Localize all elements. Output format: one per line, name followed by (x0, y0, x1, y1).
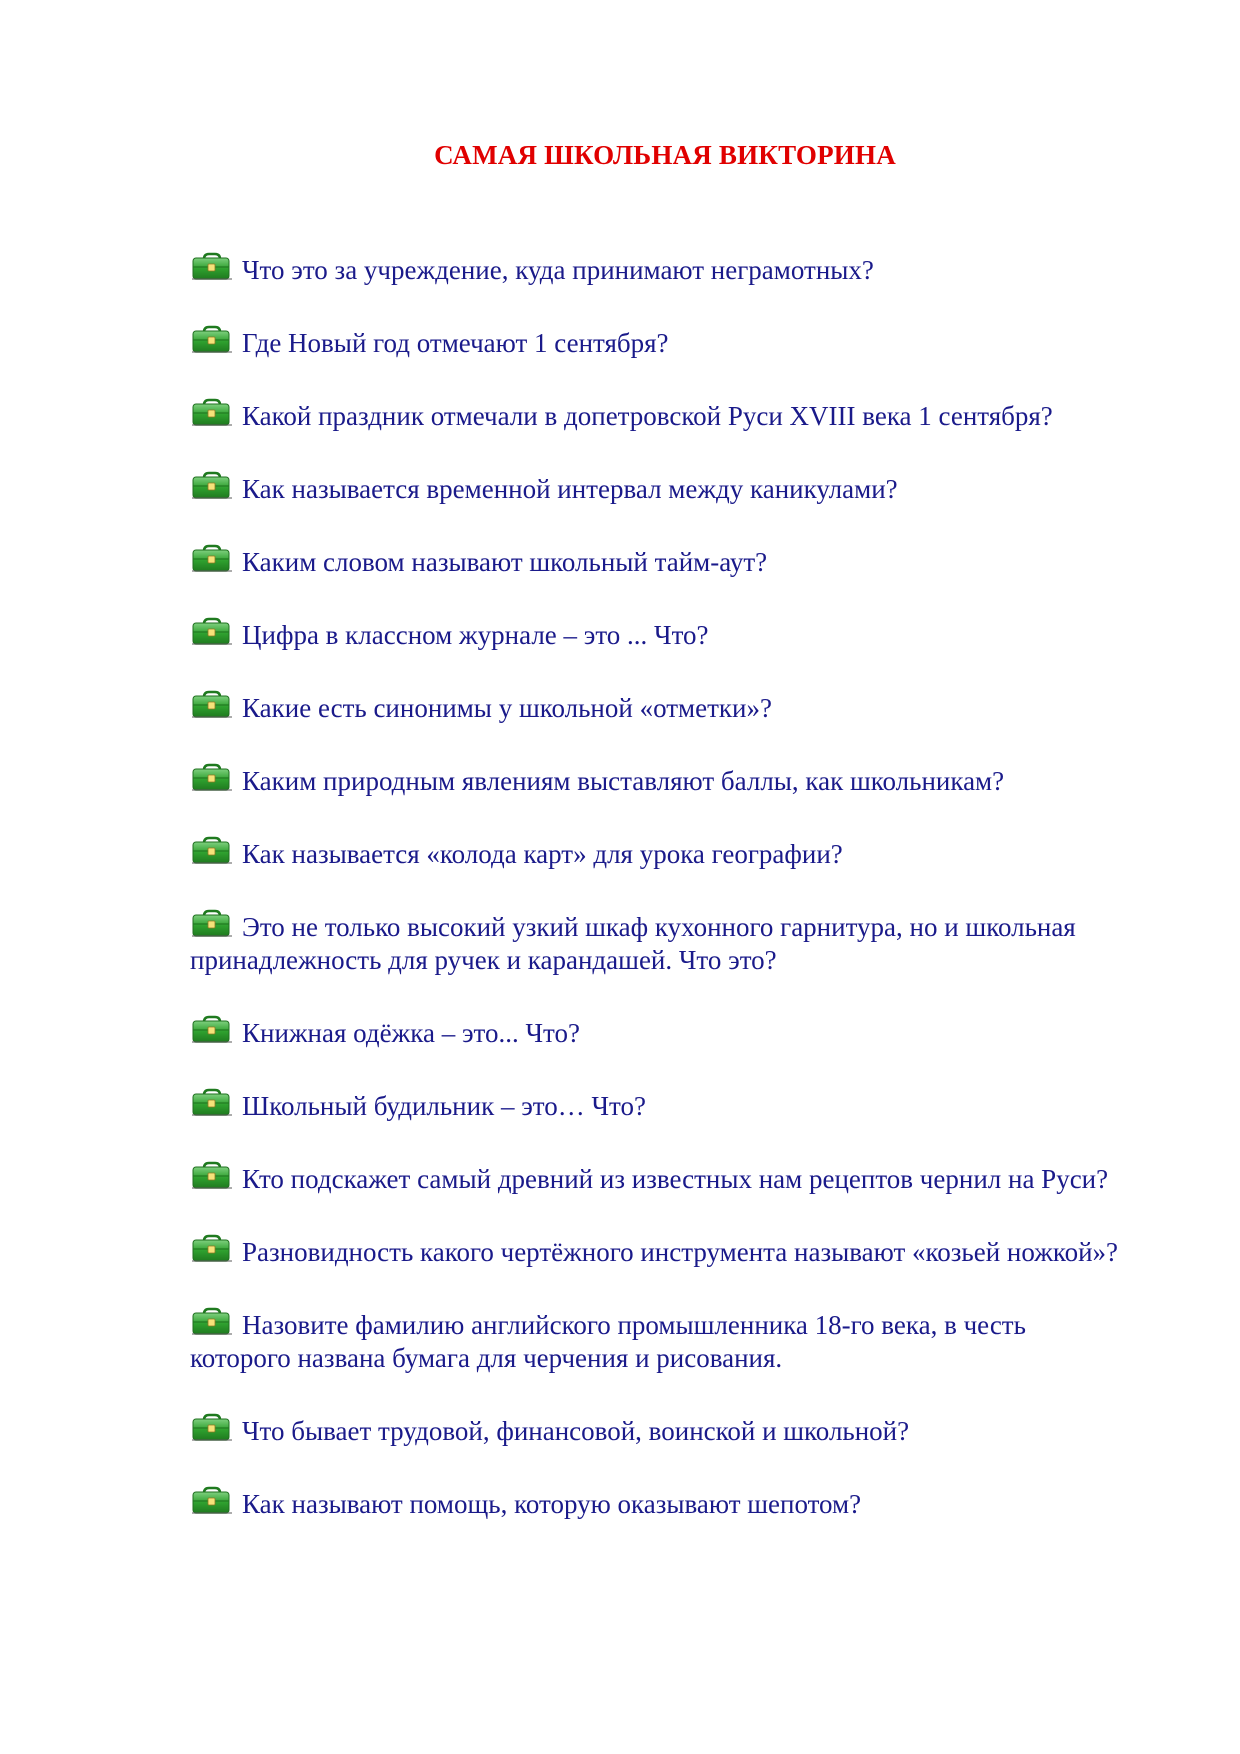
question-text: Это не только высокий узкий шкаф кухонного гарнитура, но и школьная принадлежность для ручек и карандашей. Что это? (190, 912, 1076, 975)
question-item (190, 836, 1130, 871)
school-bag-icon (190, 1088, 234, 1118)
question-text: Цифра в классном журнале – это ... Что? (242, 620, 709, 650)
school-bag-icon (190, 1161, 234, 1191)
question-item (190, 909, 1130, 977)
school-bag-icon (190, 836, 234, 866)
question-text: Каким словом называют школьный тайм-аут? (242, 547, 768, 577)
school-bag-icon (190, 325, 234, 355)
question-text: Какие есть синонимы у школьной «отметки»? (242, 693, 772, 723)
question-item (190, 1486, 1130, 1521)
question-item (190, 252, 1130, 287)
school-bag-icon (190, 1486, 234, 1516)
question-item (190, 544, 1130, 579)
question-text: Где Новый год отмечают 1 сентября? (242, 328, 669, 358)
page-title: САМАЯ ШКОЛЬНАЯ ВИКТОРИНА (434, 140, 896, 170)
school-bag-icon (190, 1413, 234, 1443)
question-text: Кто подскажет самый древний из известных нам рецептов чернил на Руси? (242, 1164, 1109, 1194)
question-item (190, 763, 1130, 798)
question-item (190, 325, 1130, 360)
question-item (190, 1088, 1130, 1123)
question-text: Как называется временной интервал между каникулами? (242, 474, 898, 504)
question-item (190, 617, 1130, 652)
school-bag-icon (190, 690, 234, 720)
school-bag-icon (190, 398, 234, 428)
school-bag-icon (190, 617, 234, 647)
question-text: Как называется «колода карт» для урока географии? (242, 839, 843, 869)
question-text: Что бывает трудовой, финансовой, воинской и школьной? (242, 1416, 910, 1446)
school-bag-icon (190, 471, 234, 501)
question-text: Разновидность какого чертёжного инструмента называют «козьей ножкой»? (242, 1237, 1119, 1267)
school-bag-icon (190, 252, 234, 282)
school-bag-icon (190, 1015, 234, 1045)
question-list (190, 252, 1130, 1559)
school-bag-icon (190, 909, 234, 939)
question-text: Книжная одёжка – это... Что? (242, 1018, 580, 1048)
school-bag-icon (190, 763, 234, 793)
question-item (190, 690, 1130, 725)
question-item (190, 1234, 1130, 1269)
question-text: Что это за учреждение, куда принимают неграмотных? (242, 255, 874, 285)
question-text: Какой праздник отмечали в допетровской Руси XVIII века 1 сентября? (242, 401, 1053, 431)
question-text: Назовите фамилию английского промышленника 18-го века, в честь которого названа бумага для черчения и рисования. (190, 1310, 1026, 1373)
question-item (190, 471, 1130, 506)
question-text: Школьный будильник – это… Что? (242, 1091, 646, 1121)
school-bag-icon (190, 544, 234, 574)
question-text: Как называют помощь, которую оказывают шепотом? (242, 1489, 862, 1519)
question-text: Каким природным явлениям выставляют баллы, как школьникам? (242, 766, 1005, 796)
school-bag-icon (190, 1234, 234, 1264)
question-item (190, 1307, 1130, 1375)
question-item (190, 1161, 1130, 1196)
question-item (190, 398, 1130, 433)
question-item (190, 1413, 1130, 1448)
question-item (190, 1015, 1130, 1050)
school-bag-icon (190, 1307, 234, 1337)
